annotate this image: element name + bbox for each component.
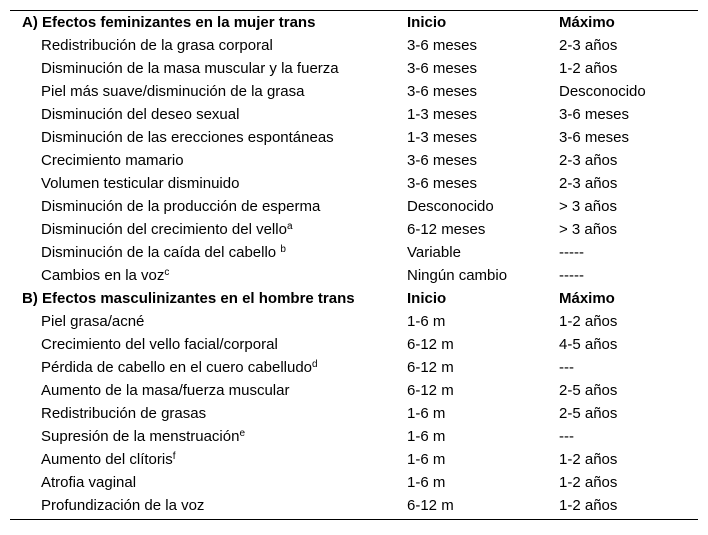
effects-table-container (10, 10, 698, 520)
effect-cell (10, 379, 407, 402)
section-title: B) Efectos masculinizantes en el hombre trans (22, 290, 355, 307)
max-cell: 2-5 años (559, 405, 618, 422)
effect-cell (10, 448, 407, 471)
table-row (10, 149, 698, 172)
effect-label: Aumento del clítoris (41, 451, 173, 468)
effect-cell (10, 126, 407, 149)
max-cell: 1-2 años (559, 497, 618, 514)
effect-cell (10, 471, 407, 494)
onset-cell: 3-6 meses (407, 175, 478, 192)
onset-cell: Desconocido (407, 198, 494, 215)
effect-label: Profundización de la voz (41, 497, 205, 514)
effect-label: Redistribución de grasas (41, 405, 207, 422)
table-row (10, 471, 698, 494)
table-row (10, 310, 698, 333)
effect-label: Atrofia vaginal (41, 474, 137, 491)
table-row (10, 103, 698, 126)
section-title: A) Efectos feminizantes en la mujer trans (22, 14, 316, 31)
footnote-marker: c (164, 267, 170, 278)
effect-cell (10, 34, 407, 57)
effect-cell (10, 103, 407, 126)
effect-cell (10, 425, 407, 448)
max-cell: Desconocido (559, 83, 646, 100)
effect-label: Cambios en la voz (41, 267, 165, 284)
max-cell: 2-5 años (559, 382, 618, 399)
effect-cell (10, 402, 407, 425)
effect-cell (10, 310, 407, 333)
hormone-effects-table (10, 11, 698, 517)
effect-label: Disminución de las erecciones espontáneas (41, 129, 334, 146)
table-row (10, 425, 698, 448)
table-row (10, 448, 698, 471)
footnote-marker: b (280, 244, 286, 255)
table-row (10, 57, 698, 80)
onset-cell: 6-12 m (407, 382, 454, 399)
footnote-marker: d (312, 359, 318, 370)
effect-label: Redistribución de la grasa corporal (41, 37, 273, 54)
max-cell: 1-2 años (559, 313, 618, 330)
onset-cell: 3-6 meses (407, 152, 478, 169)
table-row (10, 126, 698, 149)
max-cell: 2-3 años (559, 175, 618, 192)
effect-cell (10, 241, 407, 264)
effect-label: Supresión de la menstruación (41, 428, 240, 445)
onset-cell: 1-6 m (407, 405, 446, 422)
effect-cell (10, 494, 407, 517)
table-row (10, 402, 698, 425)
onset-cell: 1-6 m (407, 474, 446, 491)
effect-cell (10, 195, 407, 218)
effect-label: Disminución de la masa muscular y la fuerza (41, 60, 339, 77)
effect-label: Aumento de la masa/fuerza muscular (41, 382, 290, 399)
max-cell: --- (559, 359, 574, 376)
onset-cell: 1-6 m (407, 428, 446, 445)
section-header-row (10, 11, 698, 34)
table-row (10, 356, 698, 379)
table-row (10, 494, 698, 517)
max-cell: 3-6 meses (559, 129, 630, 146)
max-cell: 1-2 años (559, 60, 618, 77)
footnote-marker: a (286, 221, 293, 232)
onset-cell: 1-6 m (407, 451, 446, 468)
max-cell: 4-5 años (559, 336, 618, 353)
max-cell: 2-3 años (559, 37, 618, 54)
effect-label: Disminución del deseo sexual (41, 106, 240, 123)
max-cell: ----- (559, 267, 584, 284)
effect-cell (10, 218, 407, 241)
effect-label: Piel grasa/acné (41, 313, 145, 330)
max-cell: 2-3 años (559, 152, 618, 169)
max-cell: ----- (559, 244, 584, 261)
effect-label: Disminución de la caída del cabello (41, 244, 281, 261)
onset-cell: 3-6 meses (407, 83, 478, 100)
onset-cell: Ningún cambio (407, 267, 508, 284)
table-row (10, 195, 698, 218)
effect-label: Pérdida de cabello en el cuero cabelludo (41, 359, 313, 376)
effect-label: Disminución del crecimiento del vello (41, 221, 287, 238)
max-cell: --- (559, 428, 574, 445)
table-row (10, 34, 698, 57)
onset-cell: 1-3 meses (407, 129, 478, 146)
column-header-max: Máximo (559, 290, 615, 307)
max-cell: 1-2 años (559, 451, 618, 468)
effect-cell (10, 149, 407, 172)
effect-label: Piel más suave/disminución de la grasa (41, 83, 305, 100)
onset-cell: Variable (407, 244, 461, 261)
onset-cell: 1-6 m (407, 313, 446, 330)
table-row (10, 264, 698, 287)
table-row (10, 172, 698, 195)
footnote-marker: f (172, 451, 176, 462)
effect-cell (10, 356, 407, 379)
onset-cell: 6-12 m (407, 359, 454, 376)
max-cell: > 3 años (559, 221, 617, 238)
table-row (10, 218, 698, 241)
onset-cell: 3-6 meses (407, 37, 478, 54)
column-header-max: Máximo (559, 14, 615, 31)
effect-label: Volumen testicular disminuido (41, 175, 240, 192)
table-row (10, 241, 698, 264)
column-header-onset: Inicio (407, 290, 447, 307)
effect-cell (10, 333, 407, 356)
max-cell: > 3 años (559, 198, 617, 215)
footnote-marker: e (239, 428, 246, 439)
effect-label: Crecimiento mamario (41, 152, 184, 169)
effect-cell (10, 264, 407, 287)
onset-cell: 1-3 meses (407, 106, 478, 123)
table-row (10, 80, 698, 103)
table-row (10, 379, 698, 402)
table-body (10, 11, 698, 517)
table-row (10, 333, 698, 356)
effect-label: Disminución de la producción de esperma (41, 198, 321, 215)
max-cell: 3-6 meses (559, 106, 630, 123)
effect-label: Crecimiento del vello facial/corporal (41, 336, 278, 353)
effect-cell (10, 172, 407, 195)
onset-cell: 6-12 meses (407, 221, 486, 238)
onset-cell: 3-6 meses (407, 60, 478, 77)
column-header-onset: Inicio (407, 14, 447, 31)
effect-cell (10, 80, 407, 103)
effect-cell (10, 57, 407, 80)
onset-cell: 6-12 m (407, 336, 454, 353)
section-header-row (10, 287, 698, 310)
max-cell: 1-2 años (559, 474, 618, 491)
onset-cell: 6-12 m (407, 497, 454, 514)
